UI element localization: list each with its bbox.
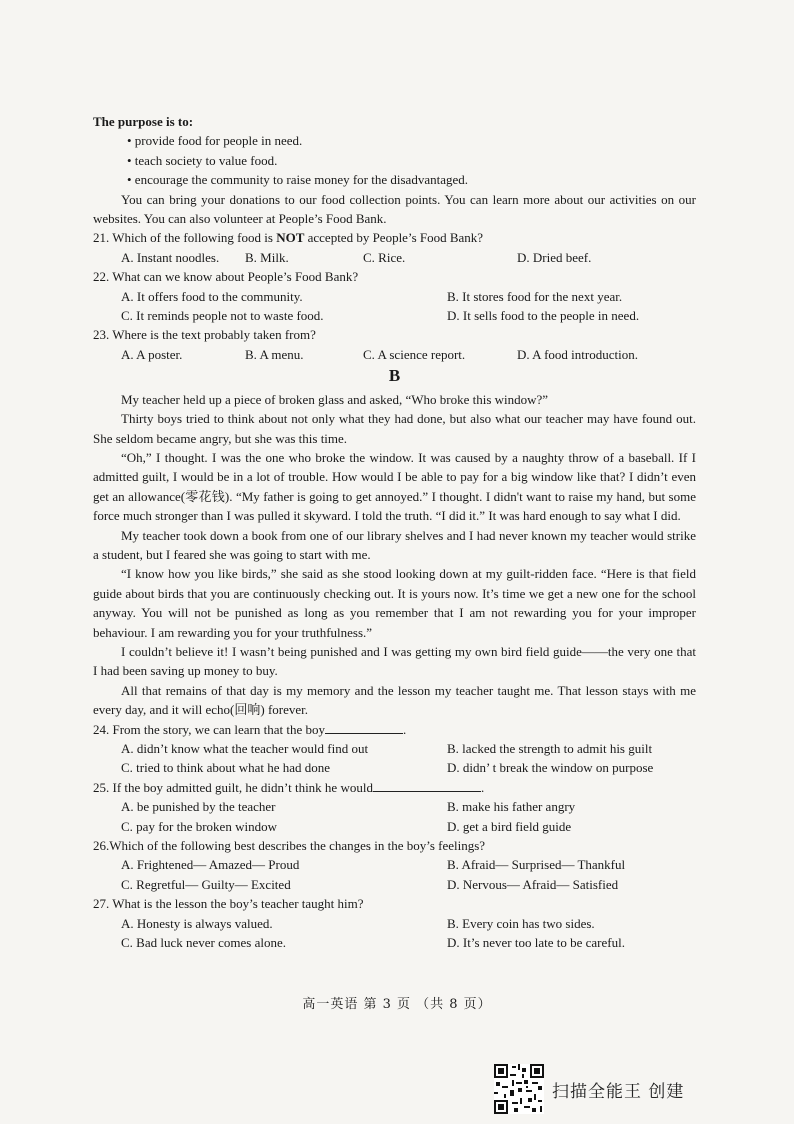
question-26-option-d: D. Nervous— Afraid— Satisfied bbox=[447, 876, 619, 892]
question-27-option-b: B. Every coin has two sides. bbox=[447, 915, 595, 931]
page-footer: 高一英语 第 3 页 （共 8 页） bbox=[302, 997, 492, 1012]
question-25-options-row-2 bbox=[93, 817, 696, 836]
question-24-option-b: B. lacked the strength to admit his guilt bbox=[447, 741, 653, 756]
question-26-option-b: B. Afraid— Surprised— Thankful bbox=[447, 857, 626, 873]
question-22-options-row-2 bbox=[93, 306, 696, 325]
purpose-paragraph: You can bring your donations to our food collection points. You can learn more about our activities on our websites. You can also volunteer at People’s Food Bank. bbox=[93, 191, 696, 227]
question-24-options-row-1 bbox=[93, 739, 696, 758]
story-paragraph-7: All that remains of that day is my memory and the lesson my teacher taught me. That lesson stays with me every day, and it will echo(回响) forever. bbox=[93, 682, 696, 718]
question-25-option-d: D. get a bird field guide bbox=[447, 818, 572, 834]
question-27-option-c: C. Bad luck never comes alone. bbox=[121, 935, 286, 951]
question-26-options-row-2 bbox=[93, 875, 696, 894]
question-25-option-b: B. make his father angry bbox=[447, 799, 576, 815]
story-paragraph-6: I couldn’t believe it! I wasn’t being punished and I was getting my own bird field guide——the very one that I had been saving up money to buy. bbox=[93, 643, 696, 679]
question-21-option-a: A. Instant noodles. bbox=[121, 249, 220, 265]
question-25-options-row-1 bbox=[93, 797, 696, 816]
question-21-option-b: B. Milk. bbox=[245, 249, 289, 265]
question-26-options-row-1 bbox=[93, 855, 696, 874]
question-27-option-d: D. It’s never too late to be careful. bbox=[447, 935, 625, 951]
scanner-watermark-text: 扫描全能王 创建 bbox=[552, 1081, 685, 1102]
purpose-heading: The purpose is to: bbox=[93, 114, 194, 129]
question-21-option-d: D. Dried beef. bbox=[517, 249, 592, 265]
question-23-option-a: A. A poster. bbox=[121, 346, 183, 362]
purpose-bullet-1: • provide food for people in need. bbox=[127, 133, 303, 149]
question-23-options bbox=[93, 345, 696, 364]
qr-code-icon bbox=[494, 1064, 544, 1114]
question-24-option-a: A. didn’t know what the teacher would find out bbox=[121, 741, 369, 756]
question-23-option-d: D. A food introduction. bbox=[517, 346, 638, 362]
question-22-option-c: C. It reminds people not to waste food. bbox=[121, 308, 324, 324]
exam-page-content bbox=[93, 112, 696, 952]
question-22-stem: 22. What can we know about People’s Food Bank? bbox=[93, 269, 359, 285]
question-27-options-row-2 bbox=[93, 933, 696, 952]
question-24-option-c: C. tried to think about what he had done bbox=[121, 760, 331, 776]
question-27-options-row-1 bbox=[93, 914, 696, 933]
question-26-option-a: A. Frightened— Amazed— Proud bbox=[121, 857, 300, 873]
question-22-option-a: A. It offers food to the community. bbox=[121, 288, 303, 304]
question-24-option-d: D. didn’ t break the window on purpose bbox=[447, 760, 654, 776]
section-b-title: B bbox=[388, 366, 401, 386]
story-paragraph-2: Thirty boys tried to think about not only what they had done, but also what our teacher may have found out. She seldom became angry, but she was this time. bbox=[93, 411, 696, 446]
story-paragraph-3: “Oh,” I thought. I was the one who broke the window. It was caused by a naughty throw of a baseball. If I admitted guilt, I would be in a lot of trouble. How would I be able to pay for a big window like that? I didn’t even get an allowance(零花钱). “My father is going to get annoyed.” I thought. I didn't want to raise my hand, but some force much stronger than I was pulled it skyward. I told the truth. “I did it.” It was hard enough to say what I did. bbox=[93, 449, 696, 524]
story-paragraph-4: My teacher took down a book from one of our library shelves and I had never known my teacher would strike a student, but I feared she was going to start with me. bbox=[93, 527, 696, 562]
question-25-stem: 25. If the boy admitted guilt, he didn’t think he would . bbox=[93, 779, 485, 795]
story-paragraph-5: “I know how you like birds,” she said as she stood looking down at my guilt-ridden face. “Here is that field guide about birds that you are continuously checking out. It is yours now. It’s time we get a new one for the school anyway. You will not be punished as long as you remember that I am not rewarding you for your improper behaviour. I am rewarding you for your truthfulness.” bbox=[93, 566, 696, 640]
question-23-option-b: B. A menu. bbox=[245, 346, 304, 362]
question-24-stem: 24. From the story, we can learn that the boy . bbox=[93, 721, 407, 737]
question-22-option-b: B. It stores food for the next year. bbox=[447, 288, 623, 304]
question-25-option-c: C. pay for the broken window bbox=[121, 818, 277, 834]
story-paragraph-1: My teacher held up a piece of broken glass and asked, “Who broke this window?” bbox=[121, 391, 549, 407]
question-27-stem: 27. What is the lesson the boy’s teacher taught him? bbox=[93, 896, 364, 912]
purpose-bullet-3: • encourage the community to raise money for the disadvantaged. bbox=[127, 172, 468, 188]
question-24-options-row-2 bbox=[93, 758, 696, 777]
scanner-watermark bbox=[494, 1064, 684, 1114]
question-27-option-a: A. Honesty is always valued. bbox=[121, 915, 273, 931]
question-22-option-d: D. It sells food to the people in need. bbox=[447, 308, 640, 324]
question-21-options bbox=[93, 248, 696, 267]
question-22-options-row-1 bbox=[93, 287, 696, 306]
question-26-option-c: C. Regretful— Guilty— Excited bbox=[121, 876, 291, 892]
question-25-option-a: A. be punished by the teacher bbox=[121, 799, 276, 815]
question-21-option-c: C. Rice. bbox=[363, 249, 406, 265]
question-21-stem: 21. Which of the following food is NOT accepted by People’s Food Bank? bbox=[93, 230, 484, 246]
question-23-option-c: C. A science report. bbox=[363, 346, 466, 362]
question-23-stem: 23. Where is the text probably taken from? bbox=[93, 327, 316, 343]
purpose-bullet-2: • teach society to value food. bbox=[127, 152, 278, 168]
question-26-stem: 26.Which of the following best describes the changes in the boy’s feelings? bbox=[93, 838, 486, 854]
